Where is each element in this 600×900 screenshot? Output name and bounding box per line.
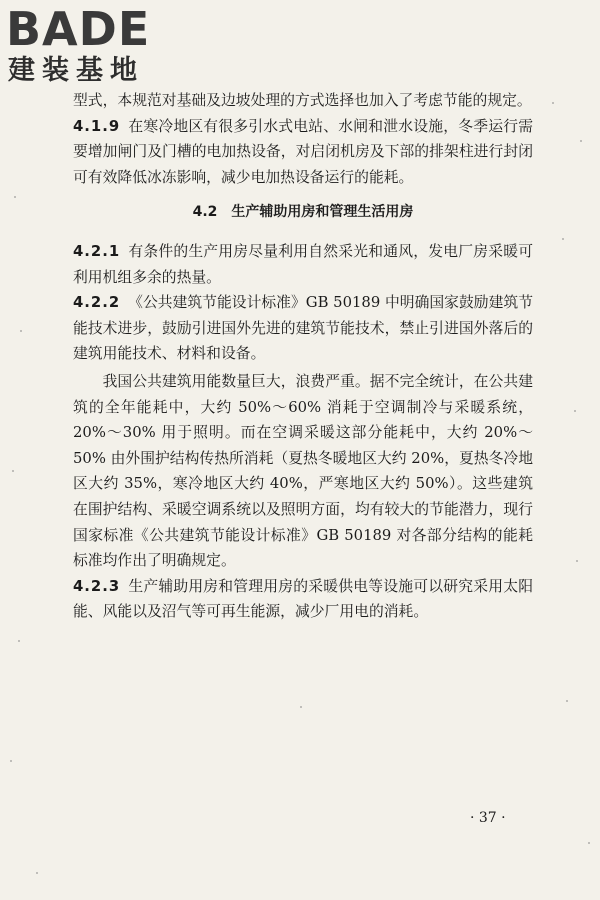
paragraph-continuation: 型式，本规范对基础及边坡处理的方式选择也加入了考虑节能的规定。 [73,92,532,109]
page-number: · 37 · [470,810,506,826]
scan-speck [562,238,564,240]
clause-4-2-2 [73,290,533,367]
scan-speck [580,140,582,142]
watermark-brand: BADE [6,2,151,56]
scan-speck [566,700,568,702]
page-body [73,88,533,625]
clause-number: 4.2.3 [73,577,121,595]
scan-speck [574,410,576,412]
section-title: 生产辅助用房和管理生活用房 [231,204,414,221]
scan-speck [12,470,14,472]
scan-speck [20,330,22,332]
clause-text: 有条件的生产用房尽量利用自然采光和通风，发电厂房采暖可利用机组多余的热量。 [73,242,533,286]
clause-number: 4.1.9 [73,117,121,135]
scan-speck [552,102,554,104]
watermark-subtitle: 建装基地 [8,55,144,86]
paragraph-explanation: 我国公共建筑用能数量巨大，浪费严重。据不完全统计，在公共建筑的全年能耗中，大约 50%～60% 消耗于空调制冷与采暖系统，20%～30% 用于照明。而在空调采暖这部分能耗中，大约 20%～50% 由外围护结构传热所消耗（夏热冬暖地区大约 20%，夏热冬冷地区大约 35%，寒冷地区大约 40%，严寒地区大约 50%）。这些建筑在围护结构、采暖空调系统以及照明方面，均有较大的节能潜力，现行国家标准《公共建筑节能设计标准》GB 50189 对各部分结构的能耗标准均作出了明确规定。 [73,372,533,570]
scan-speck [588,842,590,844]
scan-speck [10,760,12,762]
clause-number: 4.2.1 [73,242,121,260]
clause-4-2-3 [73,574,533,625]
clause-number: 4.2.2 [73,294,121,312]
section-number: 4.2 [192,204,218,221]
clause-text: 在寒冷地区有很多引水式电站、水闸和泄水设施，冬季运行需要增加闸门及门槽的电加热设备，对启闭机房及下部的排架柱进行封闭可有效降低冰冻影响，减少电加热设备运行的能耗。 [73,117,533,186]
scan-speck [14,196,16,198]
scan-speck [18,640,20,642]
clause-4-1-9 [73,114,533,191]
watermark-logo [6,2,176,88]
clause-text: 《公共建筑节能设计标准》GB 50189 中明确国家鼓励建筑节能技术进步，鼓励引进国外先进的建筑节能技术，禁止引进国外落后的建筑用能技术、材料和设备。 [73,294,533,363]
scan-speck [576,560,578,562]
scan-speck [300,706,302,708]
scan-speck [36,872,38,874]
clause-text: 生产辅助用房和管理用房的采暖供电等设施可以研究采用太阳能、风能以及沼气等可再生能源，减少厂用电的消耗。 [73,577,533,621]
clause-4-2-1 [73,239,533,290]
section-heading [73,200,533,226]
